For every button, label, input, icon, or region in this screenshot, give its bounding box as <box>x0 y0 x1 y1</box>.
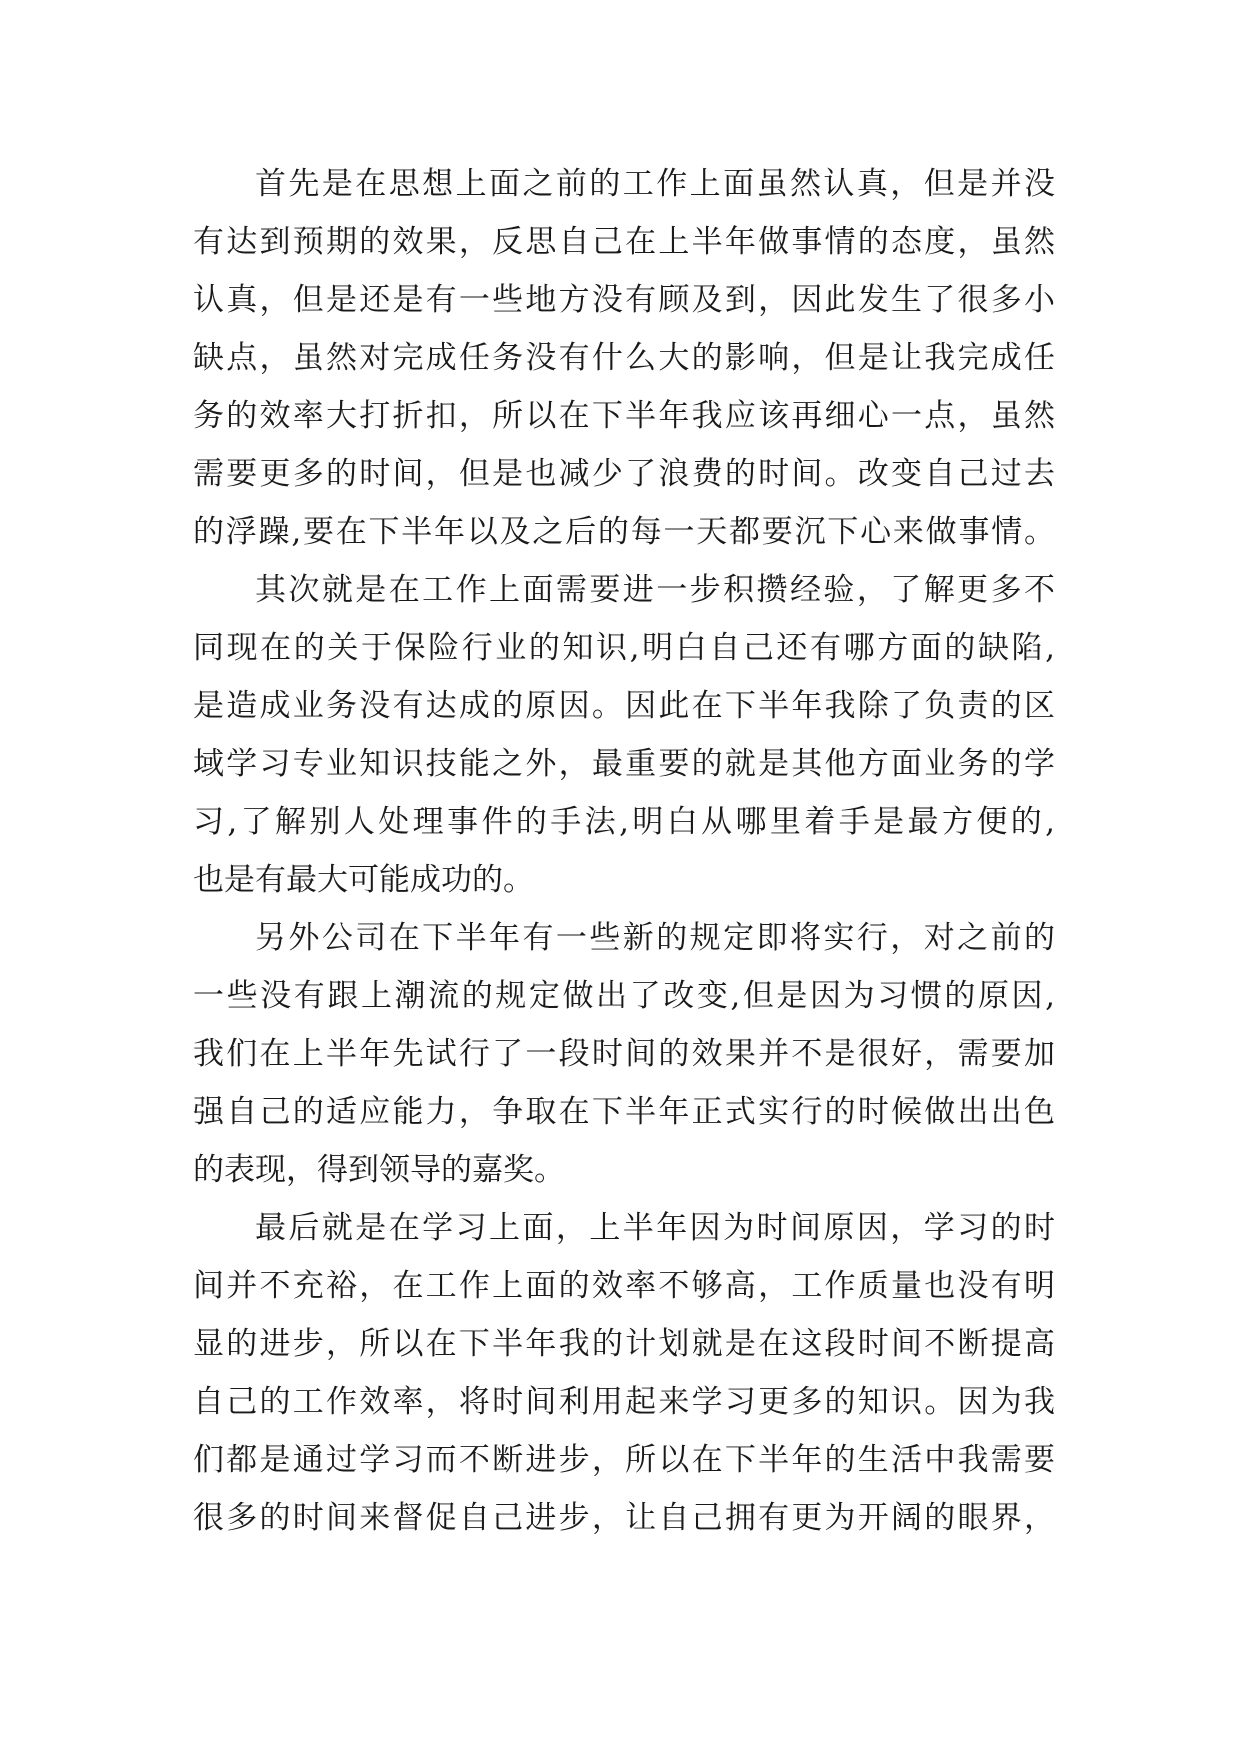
paragraph-3-line-5: 的表现，得到领导的嘉奖。 <box>193 1152 565 1188</box>
paragraph-3-line-1: 另外公司在下半年有一些新的规定即将实行，对之前的 <box>255 920 1055 956</box>
paragraph-1-line-2: 有达到预期的效果，反思自己在上半年做事情的态度，虽然 <box>193 224 1055 260</box>
paragraph-2-line-3: 是造成业务没有达成的原因。因此在下半年我除了负责的区 <box>193 688 1055 724</box>
paragraph-1-line-1: 首先是在思想上面之前的工作上面虽然认真，但是并没 <box>255 166 1055 202</box>
paragraph-1-line-5: 务的效率大打折扣，所以在下半年我应该再细心一点，虽然 <box>193 398 1055 434</box>
document-body <box>193 155 1055 1547</box>
paragraph-3-line-3: 我们在上半年先试行了一段时间的效果并不是很好，需要加 <box>193 1036 1055 1072</box>
paragraph-3-line-4: 强自己的适应能力，争取在下半年正式实行的时候做出出色 <box>193 1094 1055 1130</box>
paragraph-3-line-2: 一些没有跟上潮流的规定做出了改变,但是因为习惯的原因, <box>193 978 1055 1014</box>
paragraph-1-line-4: 缺点，虽然对完成任务没有什么大的影响，但是让我完成任 <box>193 340 1055 376</box>
paragraph-2-line-1: 其次就是在工作上面需要进一步积攒经验，了解更多不 <box>255 572 1055 608</box>
paragraph-2-line-6: 也是有最大可能成功的。 <box>193 862 534 898</box>
paragraph-4-line-3: 显的进步，所以在下半年我的计划就是在这段时间不断提高 <box>193 1326 1055 1362</box>
paragraph-1-line-7: 的浮躁,要在下半年以及之后的每一天都要沉下心来做事情。 <box>193 514 1055 550</box>
paragraph-2-line-4: 域学习专业知识技能之外，最重要的就是其他方面业务的学 <box>193 746 1055 782</box>
paragraph-4-line-1: 最后就是在学习上面，上半年因为时间原因，学习的时 <box>255 1210 1055 1246</box>
paragraph-2-line-5: 习,了解别人处理事件的手法,明白从哪里着手是最方便的, <box>193 804 1055 840</box>
paragraph-4-line-4: 自己的工作效率，将时间利用起来学习更多的知识。因为我 <box>193 1384 1055 1420</box>
paragraph-1-line-6: 需要更多的时间，但是也减少了浪费的时间。改变自己过去 <box>193 456 1055 492</box>
paragraph-4-line-6: 很多的时间来督促自己进步，让自己拥有更为开阔的眼界， <box>193 1500 1055 1536</box>
paragraph-4-line-2: 间并不充裕，在工作上面的效率不够高，工作质量也没有明 <box>193 1268 1055 1304</box>
paragraph-2-line-2: 同现在的关于保险行业的知识,明白自己还有哪方面的缺陷, <box>193 630 1055 666</box>
paragraph-4-line-5: 们都是通过学习而不断进步，所以在下半年的生活中我需要 <box>193 1442 1055 1478</box>
paragraph-1-line-3: 认真，但是还是有一些地方没有顾及到，因此发生了很多小 <box>193 282 1055 318</box>
